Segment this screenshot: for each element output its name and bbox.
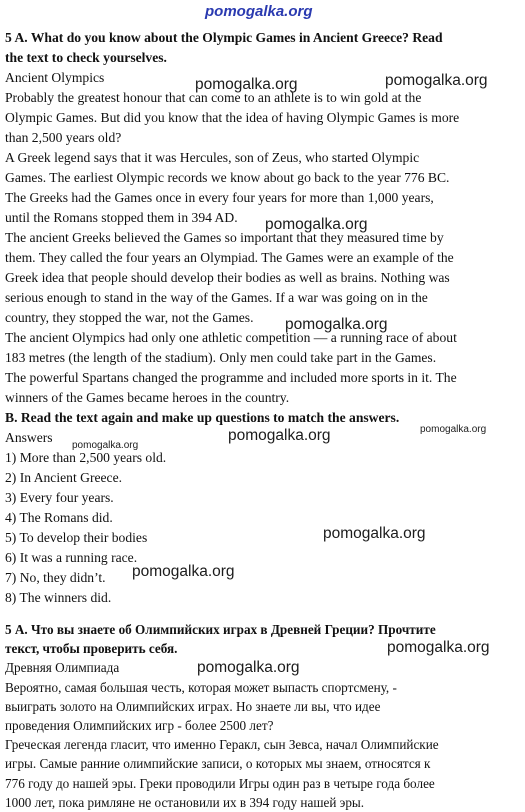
answer-item: 1) More than 2,500 years old. bbox=[5, 450, 167, 465]
text-title: Ancient Olympics bbox=[5, 70, 105, 85]
text-line: The ancient Olympics had only one athletic competition — a running race of about bbox=[5, 330, 457, 345]
answer-item: 8) The winners did. bbox=[5, 590, 112, 605]
watermark: pomogalka.org bbox=[195, 76, 298, 93]
ru-text-line: Греческая легенда гласит, что именно Геракл, сын Зевса, начал Олимпийские bbox=[5, 737, 439, 753]
ru-reading-text bbox=[5, 678, 517, 812]
text-line: The ancient Greeks believed the Games so important that they measured time by bbox=[5, 230, 444, 245]
text-line: Greek idea that people should develop their bodies as well as brains. Nothing was bbox=[5, 270, 450, 285]
answer-item: 4) The Romans did. bbox=[5, 510, 113, 525]
text-line: The Greeks had the Games once in every four years for more than 1,000 years, bbox=[5, 190, 434, 205]
ru-text-line: Вероятно, самая большая честь, которая может выпасть спортсмену, - bbox=[5, 679, 397, 695]
ru-text-title: Древняя Олимпиада bbox=[5, 660, 120, 676]
ru-text-line: 1000 лет, пока римляне не остановили их в 394 году нашей эры. bbox=[5, 794, 365, 810]
site-watermark-header[interactable]: pomogalka.org bbox=[205, 3, 313, 20]
answers-title: Answers bbox=[5, 430, 53, 445]
watermark-small: pomogalka.org bbox=[420, 424, 487, 435]
answer-item: 5) To develop their bodies bbox=[5, 530, 148, 545]
answers-list bbox=[5, 448, 517, 608]
text-line: until the Romans stopped them in 394 AD. bbox=[5, 210, 238, 225]
ru-task-a-heading: 5 А. Что вы знаете об Олимпийских играх в Древней Греции? Прочтите bbox=[5, 622, 436, 637]
ru-text-line: выиграть золото на Олимпийских играх. Но знаете ли вы, что идее bbox=[5, 698, 381, 714]
watermark: pomogalka.org bbox=[265, 216, 368, 233]
text-line: winners of the Games became heroes in the country. bbox=[5, 390, 290, 405]
answer-item: 7) No, they didn’t. bbox=[5, 570, 106, 585]
watermark: pomogalka.org bbox=[385, 72, 488, 89]
text-line: Olympic Games. But did you know that the idea of having Olympic Games is more bbox=[5, 110, 460, 125]
text-line: Probably the greatest honour that can come to an athlete is to win gold at the bbox=[5, 90, 422, 105]
watermark-small: pomogalka.org bbox=[72, 440, 139, 451]
text-line: Games. The earliest Olympic records we know about go back to the year 776 BC. bbox=[5, 170, 450, 185]
text-line: than 2,500 years old? bbox=[5, 130, 122, 145]
ru-text-line: игры. Самые ранние олимпийские записи, о которых мы знаем, относятся к bbox=[5, 756, 431, 772]
text-line: A Greek legend says that it was Hercules, son of Zeus, who started Olympic bbox=[5, 150, 420, 165]
answer-item: 3) Every four years. bbox=[5, 490, 114, 505]
watermark: pomogalka.org bbox=[285, 316, 388, 333]
task-a-heading-cont: the text to check yourselves. bbox=[5, 50, 167, 65]
reading-text bbox=[5, 88, 517, 408]
task-b-heading: B. Read the text again and make up questions to match the answers. bbox=[5, 410, 400, 425]
watermark: pomogalka.org bbox=[197, 659, 300, 676]
text-line: them. They called the four years an Olympiad. The Games were an example of the bbox=[5, 250, 454, 265]
task-a-heading: 5 A. What do you know about the Olympic Games in Ancient Greece? Read bbox=[5, 30, 443, 45]
ru-text-line: 776 году до нашей эры. Греки проводили Игры один раз в четыре года более bbox=[5, 775, 435, 791]
watermark: pomogalka.org bbox=[132, 563, 235, 580]
answer-item: 2) In Ancient Greece. bbox=[5, 470, 123, 485]
text-line: country, they stopped the war, not the Games. bbox=[5, 310, 254, 325]
answer-item: 6) It was a running race. bbox=[5, 550, 138, 565]
text-line: The powerful Spartans changed the programme and included more sports in it. The bbox=[5, 370, 457, 385]
english-exercise bbox=[5, 28, 517, 608]
text-line: 183 metres (the length of the stadium). Only men could take part in the Games. bbox=[5, 350, 437, 365]
watermark: pomogalka.org bbox=[228, 427, 331, 444]
ru-task-a-heading-cont: текст, чтобы проверить себя. bbox=[5, 641, 178, 657]
ru-text-line: проведения Олимпийских игр - более 2500 лет? bbox=[5, 718, 274, 734]
watermark: pomogalka.org bbox=[323, 525, 426, 542]
text-line: serious enough to stand in the way of the Games. If a war was going on in the bbox=[5, 290, 428, 305]
watermark: pomogalka.org bbox=[387, 639, 490, 656]
